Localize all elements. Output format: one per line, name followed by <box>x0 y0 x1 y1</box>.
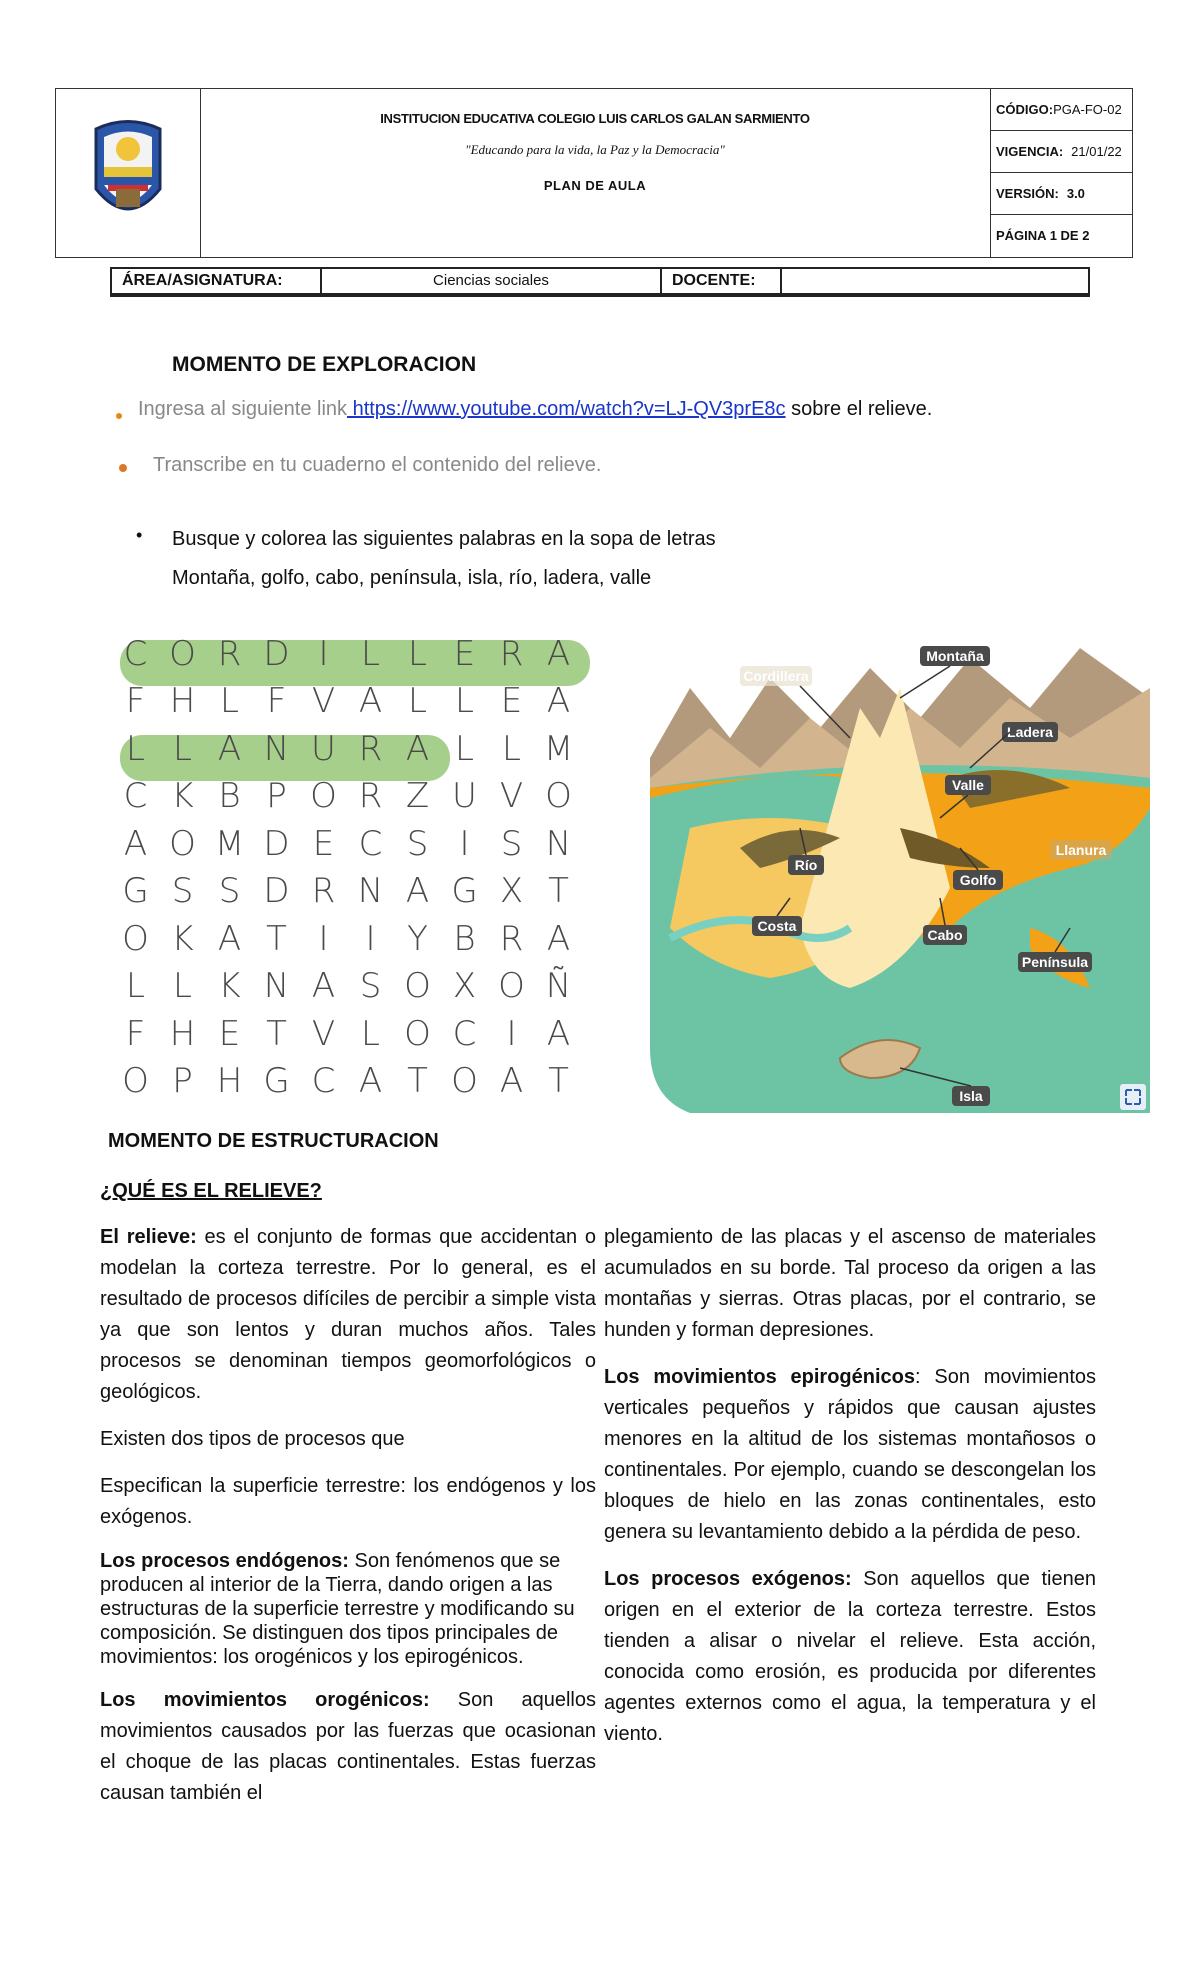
term-relieve: El relieve: <box>100 1226 197 1248</box>
docente-value <box>782 269 1088 293</box>
term-endogenos: Los procesos endógenos: <box>100 1550 349 1572</box>
right-column <box>604 1222 1096 1750</box>
letter-cell[interactable]: O <box>122 918 149 959</box>
letter-cell[interactable]: S <box>359 966 382 1007</box>
letter-cell[interactable]: U <box>311 728 336 769</box>
letter-cell[interactable]: A <box>358 681 383 722</box>
relieve-question: ¿QUÉ ES EL RELIEVE? <box>100 1180 322 1202</box>
svg-text:Isla: Isla <box>959 1088 983 1104</box>
svg-text:Golfo: Golfo <box>959 872 997 888</box>
text-endogenos: Son fenómenos que se producen al interior de la Tierra, dando origen a las estructuras de la superficie terrestre y modificando su composición. Se distinguen dos tipos principales de movimientos: los orogénicos y los epirogénicos. <box>100 1550 575 1668</box>
letter-cell[interactable]: V <box>311 681 336 722</box>
letter-cell[interactable]: N <box>263 728 290 769</box>
paragraph-plegamiento: plegamiento de las placas y el ascenso de materiales acumulados en su borde. Tal proceso da origen a las montañas y sierras. Otras placas, por el contrario, se hunden y forman depresiones. <box>604 1226 1096 1341</box>
paragraph-relieve-definition <box>100 1222 596 1408</box>
institution-motto: "Educando para la vida, la Paz y la Democracia" <box>465 142 725 157</box>
letter-cell[interactable]: A <box>546 633 571 674</box>
exploracion-item-3-words: Montaña, golfo, cabo, península, isla, río, ladera, valle <box>172 567 652 589</box>
term-orogenicos: Los movimientos orogénicos: <box>100 1689 430 1711</box>
letter-cell[interactable]: R <box>358 776 383 817</box>
version-value: 3.0 <box>1066 186 1085 201</box>
version-row <box>990 173 1132 215</box>
estructuracion-title: MOMENTO DE ESTRUCTURACION <box>108 1130 439 1152</box>
letter-cell[interactable]: P <box>266 776 287 817</box>
letter-cell[interactable]: C <box>358 823 383 864</box>
svg-text:Cordillera: Cordillera <box>743 668 809 684</box>
bullet-icon <box>119 464 127 472</box>
letter-cell[interactable]: O <box>451 1061 478 1102</box>
letter-cell[interactable]: A <box>546 918 571 959</box>
letter-cell[interactable]: T <box>407 1061 428 1102</box>
letter-cell[interactable]: Ñ <box>545 966 572 1007</box>
letter-cell[interactable]: G <box>122 871 149 912</box>
letter-cell[interactable]: N <box>545 823 572 864</box>
letter-cell[interactable]: L <box>126 728 145 769</box>
exploracion-item-1 <box>138 398 932 421</box>
text-relieve: es el conjunto de formas que accidentan o modelan la corteza terrestre. Por lo general, es el resultado de procesos difíciles de percibir a simple vista ya que son lentos y duran muchos años. Tales procesos se denominan tiempos geomorfológicos o geológicos. <box>100 1226 596 1403</box>
letter-cell[interactable]: M <box>543 728 574 769</box>
svg-text:Montaña: Montaña <box>926 648 984 664</box>
letter-cell[interactable]: K <box>218 966 241 1007</box>
label-llanura <box>1050 840 1112 860</box>
letter-cell[interactable]: F <box>125 1013 146 1054</box>
letter-cell[interactable]: N <box>263 966 290 1007</box>
letter-cell[interactable]: B <box>218 776 241 817</box>
header-title-cell <box>200 89 991 257</box>
codigo-value: PGA-FO-02 <box>1053 102 1122 117</box>
label-valle <box>945 775 991 795</box>
paragraph-epirogenicos <box>604 1362 1096 1548</box>
letter-cell[interactable]: I <box>318 918 329 959</box>
letter-cell[interactable]: E <box>500 681 523 722</box>
subject-row <box>110 267 1090 297</box>
letter-cell[interactable]: D <box>263 823 290 864</box>
letter-cell[interactable]: B <box>453 918 476 959</box>
letter-cell[interactable]: T <box>266 918 287 959</box>
document-header <box>55 88 1133 258</box>
letter-cell[interactable]: X <box>452 966 477 1007</box>
paragraph-exogenos <box>604 1564 1096 1750</box>
paragraph-processes-types: Especifican la superficie terrestre: los endógenos y los exógenos. <box>100 1475 596 1528</box>
letter-cell[interactable]: E <box>453 633 476 674</box>
paragraph-processes-intro: Existen dos tipos de procesos que <box>100 1428 405 1450</box>
expand-icon[interactable] <box>1120 1084 1146 1110</box>
letter-cell[interactable]: O <box>169 823 196 864</box>
letter-cell[interactable]: A <box>217 918 242 959</box>
letter-cell[interactable]: U <box>452 776 477 817</box>
letter-cell[interactable]: G <box>263 1061 290 1102</box>
letter-cell[interactable]: L <box>455 681 474 722</box>
letter-cell[interactable]: X <box>499 871 524 912</box>
letter-cell[interactable]: R <box>499 633 524 674</box>
exploracion-item-2: Transcribe en tu cuaderno el contenido del relieve. <box>153 454 602 476</box>
letter-cell[interactable]: H <box>169 1013 196 1054</box>
relief-landforms-illustration <box>650 628 1150 1113</box>
letter-cell[interactable]: S <box>171 871 194 912</box>
letter-cell[interactable]: L <box>361 633 380 674</box>
letter-cell[interactable]: A <box>546 681 571 722</box>
letter-cell[interactable]: A <box>405 871 430 912</box>
bullet-icon: • <box>136 525 143 545</box>
letter-cell[interactable]: A <box>123 823 148 864</box>
letter-cell[interactable]: K <box>171 776 194 817</box>
letter-cell[interactable]: L <box>408 633 427 674</box>
item1-suffix: sobre el relieve. <box>785 398 933 420</box>
letter-cell[interactable]: O <box>310 776 337 817</box>
page-number: PÁGINA 1 DE 2 <box>996 228 1090 243</box>
left-column <box>100 1222 596 1809</box>
label-rio <box>788 855 824 875</box>
letter-cell[interactable]: L <box>220 681 239 722</box>
letter-cell[interactable]: C <box>123 776 148 817</box>
letter-cell[interactable]: L <box>126 966 145 1007</box>
letter-cell[interactable]: I <box>459 823 470 864</box>
letter-cell[interactable]: E <box>312 823 335 864</box>
letter-cell[interactable]: O <box>122 1061 149 1102</box>
label-cabo <box>923 925 967 945</box>
letter-cell[interactable]: O <box>404 1013 431 1054</box>
letter-cell[interactable]: F <box>266 681 287 722</box>
letter-cell[interactable]: T <box>266 1013 287 1054</box>
exploracion-title: MOMENTO DE EXPLORACION <box>172 353 477 376</box>
letter-cell[interactable]: O <box>545 776 572 817</box>
letter-cell[interactable]: A <box>499 1061 524 1102</box>
label-cordillera <box>740 666 812 686</box>
text-exogenos: Son aquellos que tienen origen en el exterior de la corteza terrestre. Estos tienden a alisar o nivelar el relieve. Esta acción, conocida como erosión, es producida por diferentes agentes externos como el agua, la temperatura y el viento. <box>604 1568 1096 1745</box>
label-costa <box>752 916 802 936</box>
letter-cell[interactable]: E <box>218 1013 241 1054</box>
paragraph-orogenicos <box>100 1685 596 1809</box>
letter-cell[interactable]: T <box>548 1061 569 1102</box>
area-value: Ciencias sociales <box>322 269 662 293</box>
text-orogenicos: Son aquellos movimientos causados por las fuerzas que ocasionan el choque de las placas continentales. Estas fuerzas causan también el <box>100 1689 596 1804</box>
letter-cell[interactable]: K <box>171 918 194 959</box>
vigencia-label: VIGENCIA: <box>996 144 1064 159</box>
letter-cell[interactable]: O <box>169 633 196 674</box>
letter-cell[interactable]: M <box>214 823 245 864</box>
letter-cell[interactable]: R <box>311 871 336 912</box>
term-epirogenicos: Los movimientos epirogénicos <box>604 1366 915 1388</box>
letter-cell[interactable]: L <box>502 728 521 769</box>
svg-text:Valle: Valle <box>952 777 984 793</box>
bullet-icon <box>116 413 122 419</box>
letter-cell[interactable]: V <box>499 776 524 817</box>
label-golfo <box>953 870 1003 890</box>
word-search <box>112 630 592 1110</box>
letter-cell[interactable]: L <box>173 728 192 769</box>
exploracion-item-3: Busque y colorea las siguientes palabras en la sopa de letras <box>172 528 716 550</box>
vigencia-value: 21/01/22 <box>1071 144 1122 159</box>
letter-cell[interactable]: S <box>218 871 241 912</box>
term-exogenos: Los procesos exógenos: <box>604 1568 852 1590</box>
letter-cell[interactable]: R <box>499 918 524 959</box>
svg-text:Río: Río <box>794 857 818 873</box>
school-crest-logo <box>56 89 200 259</box>
letter-cell[interactable]: T <box>548 871 569 912</box>
letter-cell[interactable]: A <box>405 728 430 769</box>
letter-cell[interactable]: C <box>311 1061 336 1102</box>
pagina-row <box>990 215 1132 257</box>
letter-cell[interactable]: C <box>123 633 148 674</box>
letter-cell[interactable]: C <box>452 1013 477 1054</box>
letter-cell[interactable]: L <box>361 1013 380 1054</box>
label-peninsula <box>1018 952 1092 972</box>
letter-cell[interactable]: A <box>311 966 336 1007</box>
letter-cell[interactable]: R <box>217 633 242 674</box>
letter-cell[interactable]: V <box>311 1013 336 1054</box>
paragraph-endogenos <box>100 1549 596 1669</box>
document-type: PLAN DE AULA <box>543 178 647 193</box>
letter-cell[interactable]: D <box>263 871 290 912</box>
svg-text:Costa: Costa <box>757 918 797 934</box>
area-label: ÁREA/ASIGNATURA: <box>112 269 322 293</box>
label-montana <box>920 646 990 666</box>
codigo-label: CÓDIGO: <box>996 102 1054 117</box>
letter-cell[interactable]: L <box>455 728 474 769</box>
label-ladera <box>1002 722 1058 742</box>
letter-cell[interactable]: A <box>217 728 242 769</box>
letter-cell[interactable]: A <box>546 1013 571 1054</box>
letter-cell[interactable]: L <box>173 966 192 1007</box>
docente-label: DOCENTE: <box>662 269 782 293</box>
letter-cell[interactable]: P <box>172 1061 193 1102</box>
svg-text:Llanura: Llanura <box>1055 842 1107 858</box>
letter-cell[interactable]: H <box>169 681 196 722</box>
header-meta-cell <box>990 89 1132 257</box>
letter-cell[interactable]: O <box>498 966 525 1007</box>
institution-name: INSTITUCION EDUCATIVA COLEGIO LUIS CARLOS GALAN SARMIENTO <box>380 111 810 126</box>
version-label: VERSIÓN: <box>996 186 1059 201</box>
letter-cell[interactable]: I <box>365 918 376 959</box>
letter-cell[interactable]: I <box>506 1013 517 1054</box>
item1-prefix: Ingresa al siguiente link <box>138 398 348 420</box>
letter-cell[interactable]: S <box>406 823 429 864</box>
letter-cell[interactable]: I <box>318 633 329 674</box>
youtube-link[interactable]: https://www.youtube.com/watch?v=LJ-QV3prE8c <box>347 398 786 420</box>
letter-cell[interactable]: N <box>357 871 384 912</box>
text-epirogenicos: : Son movimientos verticales pequeños y rápidos que causan ajustes menores en la altitud de los sistemas montañosos o continentales. Por ejemplo, cuando se descongelan los bloques de hielo en las zonas continentales, esto genera su levantamiento debido a la pérdida de peso. <box>604 1366 1096 1543</box>
letter-cell[interactable]: F <box>125 681 146 722</box>
label-isla <box>952 1086 990 1106</box>
codigo-row <box>990 89 1132 131</box>
svg-text:Cabo: Cabo <box>927 927 963 943</box>
svg-text:Ladera: Ladera <box>1007 724 1053 740</box>
vigencia-row <box>990 131 1132 173</box>
letter-cell[interactable]: D <box>263 633 290 674</box>
letter-cell[interactable]: Z <box>405 776 430 817</box>
letter-cell[interactable]: L <box>408 681 427 722</box>
letter-cell[interactable]: G <box>451 871 478 912</box>
letter-cell[interactable]: O <box>404 966 431 1007</box>
word-search-grid <box>112 630 582 1105</box>
logo-cell <box>56 89 201 257</box>
letter-cell[interactable]: S <box>500 823 523 864</box>
letter-cell[interactable]: A <box>358 1061 383 1102</box>
letter-cell[interactable]: H <box>216 1061 243 1102</box>
svg-text:Península: Península <box>1021 954 1089 970</box>
letter-cell[interactable]: Y <box>407 918 428 959</box>
letter-cell[interactable]: R <box>358 728 383 769</box>
